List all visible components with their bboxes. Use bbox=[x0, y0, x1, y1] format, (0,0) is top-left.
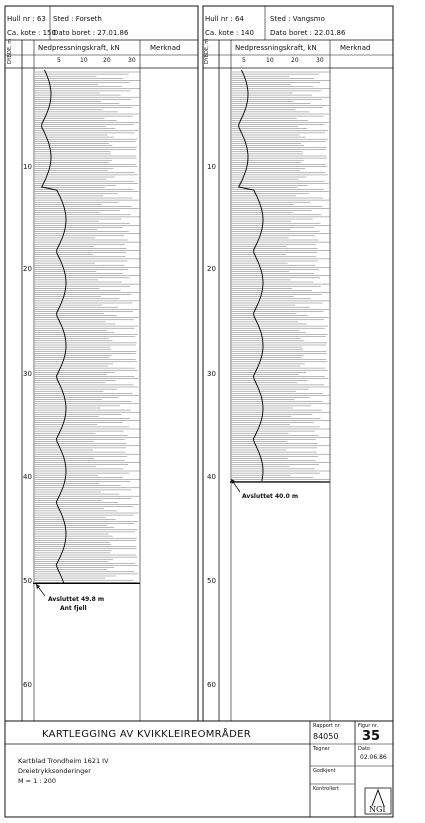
right-depth-50: 50 bbox=[207, 577, 216, 585]
right-depth-40: 40 bbox=[207, 473, 216, 481]
left-force-axis-title: Nedpressningskraft, kN bbox=[38, 44, 120, 52]
right-force-axis-title: Nedpressningskraft, kN bbox=[235, 44, 317, 52]
right-date-drilled: Dato boret : 22.01.86 bbox=[270, 29, 346, 37]
left-location: Sted : Forseth bbox=[53, 15, 102, 23]
right-force-trace bbox=[230, 70, 330, 482]
right-scale-tick: 10 bbox=[266, 57, 274, 64]
left-scale-tick: 10 bbox=[80, 57, 88, 64]
date-value: 02.06.86 bbox=[360, 754, 387, 761]
left-depth-30: 30 bbox=[23, 370, 32, 378]
checked-label: Kontrollert bbox=[313, 786, 340, 792]
left-scale-tick: 5 bbox=[57, 57, 61, 64]
date-label: Dato bbox=[358, 746, 370, 752]
footer-map-sheet: Kartblad Trondheim 1621 IV bbox=[18, 757, 109, 765]
left-elevation: Ca. kote : 150 bbox=[7, 29, 56, 37]
footer-method: Dreietrykksonderinger bbox=[18, 767, 91, 775]
left-force-trace bbox=[33, 70, 140, 583]
right-depth-60: 60 bbox=[207, 681, 216, 689]
left-depth-60: 60 bbox=[23, 681, 32, 689]
right-remarks-header: Merknad bbox=[340, 44, 371, 52]
drawer-label: Tegner bbox=[313, 746, 330, 752]
left-depth-40: 40 bbox=[23, 473, 32, 481]
left-scale-tick: 30 bbox=[128, 57, 136, 64]
right-location: Sted : Vangsmo bbox=[270, 15, 325, 23]
right-depth-axis-label: DYBDE, m bbox=[204, 38, 210, 64]
left-hull-number: Hull nr : 63 bbox=[7, 15, 46, 23]
left-depth-50: 50 bbox=[23, 577, 32, 585]
left-scale-tick: 20 bbox=[103, 57, 111, 64]
right-scale-tick: 20 bbox=[291, 57, 299, 64]
report-number-label: Rapport nr. bbox=[313, 723, 341, 729]
right-depth-30: 30 bbox=[207, 370, 216, 378]
right-depth-20: 20 bbox=[207, 265, 216, 273]
left-depth-20: 20 bbox=[23, 265, 32, 273]
left-end-note-rock: Ant fjell bbox=[60, 605, 87, 612]
left-depth-10: 10 bbox=[23, 163, 32, 171]
right-depth-10: 10 bbox=[207, 163, 216, 171]
left-remarks-header: Merknad bbox=[150, 44, 181, 52]
report-number-value: 84050 bbox=[313, 732, 339, 741]
right-end-note: Avsluttet 40.0 m bbox=[242, 493, 299, 500]
right-scale-tick: 5 bbox=[242, 57, 246, 64]
left-end-note: Avsluttet 49.8 m bbox=[48, 596, 105, 603]
left-depth-axis-label: DYBDE, m bbox=[7, 38, 13, 64]
right-hull-number: Hull nr : 64 bbox=[205, 15, 244, 23]
footer-title: KARTLEGGING AV KVIKKLEIREOMRÅDER bbox=[42, 729, 251, 740]
left-date-drilled: Dato boret : 27.01.86 bbox=[53, 29, 129, 37]
figure-number-value: 35 bbox=[362, 729, 381, 744]
figure-number-label: Figur nr. bbox=[358, 723, 379, 729]
right-scale-tick: 30 bbox=[316, 57, 324, 64]
ngi-logo: NGI bbox=[369, 805, 386, 814]
right-elevation: Ca. kote : 140 bbox=[205, 29, 254, 37]
approved-label: Godkjent bbox=[313, 768, 336, 774]
footer-scale: M = 1 : 200 bbox=[18, 777, 57, 785]
